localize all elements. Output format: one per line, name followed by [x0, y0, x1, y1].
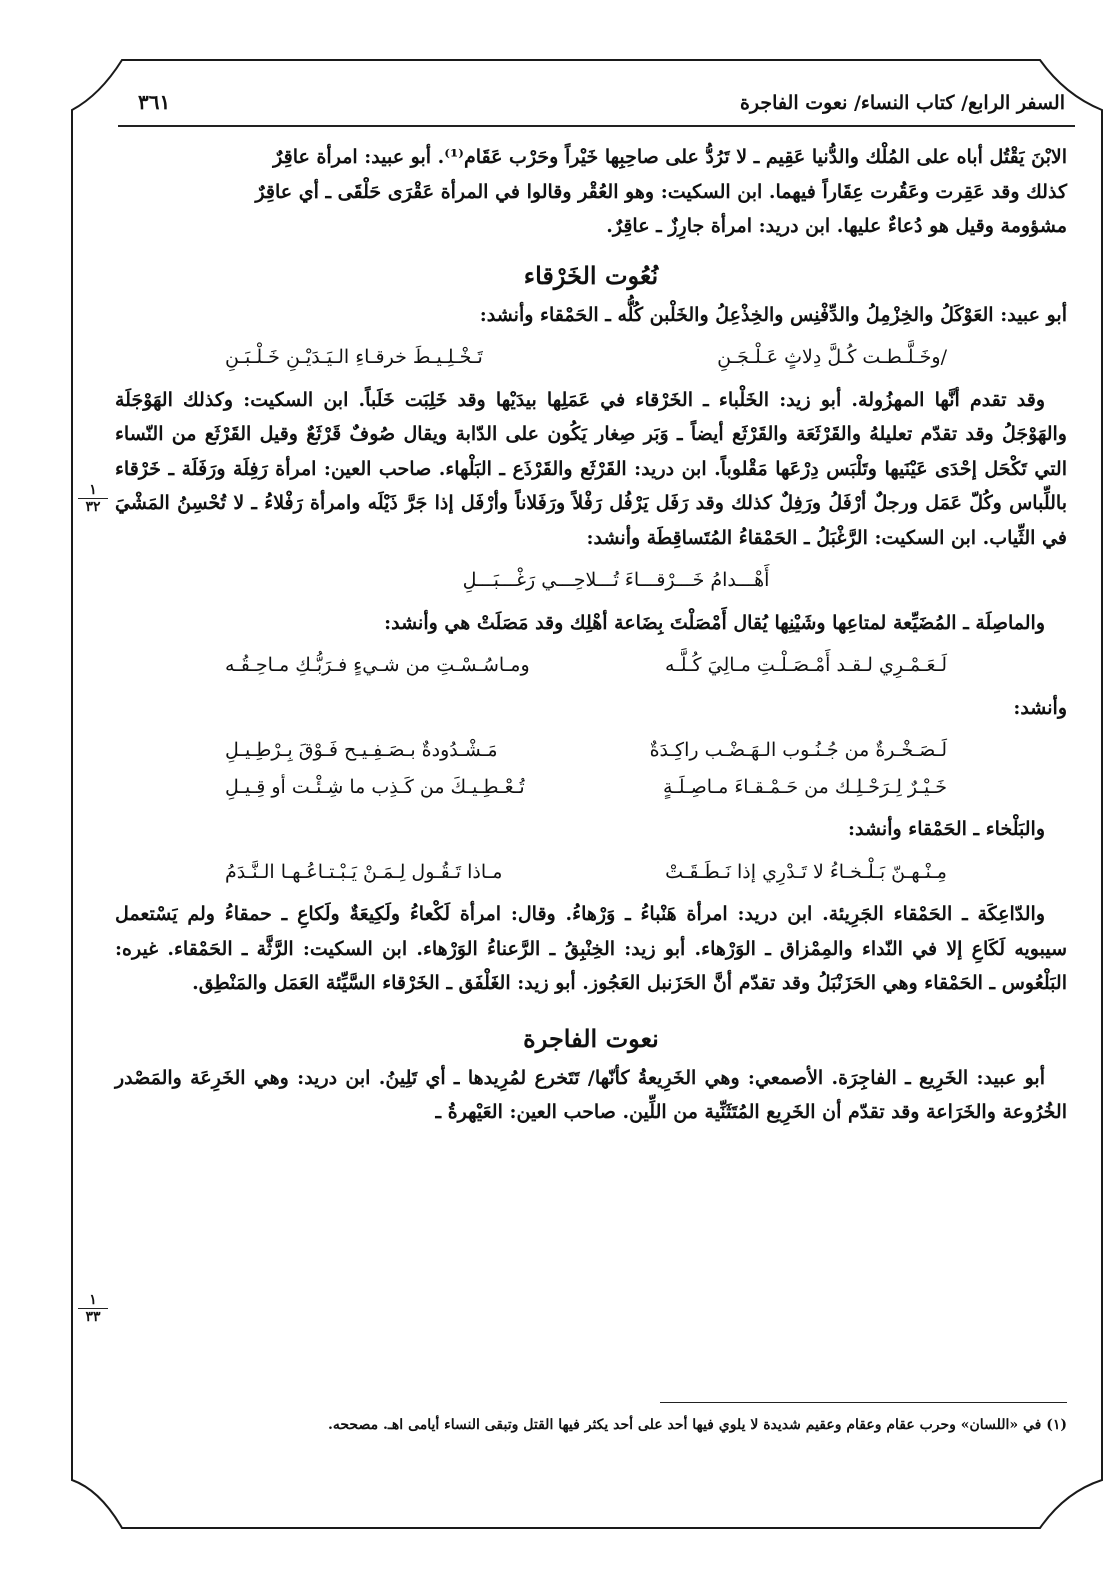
- paragraph: والدّاعِكَة ـ الحَمْقاء الجَرِيئة. ابن دريد: امرأة هَنْباءُ ـ وَرْهاءُ. وقال: امرأة لَكْعاءُ ولَكِيعَةٌ ولَكاعِ ـ حمقاءُ ولم يَسْتعمل سيبويه لَكَاعِ إلا في النّداء والمِمْزاق ـ الوَرْهاء. أبو زيد: الخِنْبِقُ ـ الرَّعناءُ الوَرْهاء. ابن السكيت: الرَّثَّة ـ الحَمْقاء. غيره: البَلْعُوس ـ الحَمْقاء وهي الحَزَنْبَلُ وقد تقدّم أنَّ الحَزَنبل العَجُوز. أبو زيد: الغَلْفَق ـ الخَرْقاء السَّيِّئة العَمَل والمَنْطِق.: [115, 903, 1067, 994]
- paragraph: أبو عبيد: الخَرِيع ـ الفاجِرَة. الأصمعي: وهي الخَرِيعةُ كأنّها/ تَتَخرع لمُرِيدها ـ أي تَلِينُ. ابن دريد: وهي الخَرِعَة والمَصْدر الخُرُوعة والخَرَاعة وقد تقدّم أن الخَرِيع المُتَثَنِّية من اللِّين. صاحب العين: العَيْهرةُ ـ: [115, 1066, 1067, 1123]
- intro-line: مشؤومة وقيل هو دُعاءٌ عليها. ابن دريد: امرأة جارِزٌ ـ عاقِرٌ.: [606, 215, 1067, 237]
- verse-hemistich: /وخَـلَّـطـت كُـلَّ دِلاثٍ عَـلْـجَـنِ: [717, 346, 947, 368]
- section-title-kharqa: نُعُوت الخَرْقاء: [523, 260, 659, 290]
- paragraph: والبَلْخاء ـ الحَمْقاء وأنشد:: [848, 818, 1045, 840]
- verse-hemistich: خَـيْـرٌ لِـرَحْـلِـك من حَـمْـقـاءَ مـاصِـلَـةٍ: [663, 775, 947, 798]
- verse: [115, 733, 1067, 768]
- verse: [115, 770, 1067, 805]
- verse-hemistich: أَهْـــدامُ خَـــرْقـــاءَ تُـــلاحِـــي رَغْـــبَـــلِ: [462, 569, 770, 591]
- running-head: السفر الرابع/ كتاب النساء/ نعوت الفاجرة: [739, 92, 1065, 114]
- footnote-rule: [660, 1402, 1067, 1403]
- header-rule: [118, 125, 1075, 127]
- paragraph: والماصِلَة ـ المُضَيِّعة لمتاعِها وشَيْنِها يُقال أَمْصَلْتَ بِضَاعة أهْلِك وقد مَصَلَتْ هي وأنشد:: [384, 611, 1045, 634]
- page-number: ٣٦١: [138, 90, 171, 114]
- verse-hemistich: مَـشْـدُودةٌ بـصَـفِـيـح فَـوْقَ بِـرْطِـيـلِ: [225, 739, 498, 761]
- intro-line: الابْنَ يَقْتُل أباه على المُلْك والدُّنيا عَقِيم ـ لا تَرُدُّ على صاحِبِها خَيْراً وحَرْب عَقَام⁽¹⁾. أبو عبيد: امرأة عاقِرٌ: [273, 146, 1067, 168]
- paragraph: أبو عبيد: العَوْكَلُ والخِزْمِلُ والدِّفْنِس والخِذْعِلُ والخَلْبن كُلُّه ـ الحَمْقاء وأنشد:: [479, 303, 1067, 326]
- verse: [115, 855, 1067, 890]
- verse-hemistich: لَـعَـمْـرِي لـقـد أَمْـصَـلْـتِ مـالِيَ كُـلَّـه: [664, 654, 947, 676]
- intro-line: كذلك وقد عَقِرت وعَقُرت عِقَاراً فيهما. ابن السكيت: وهو العُقْر وقالوا في المرأة عَقْرَى حَلْقَى ـ أي عاقِرٌ: [255, 180, 1067, 203]
- verse-hemistich: تَـخْـلِـيـطَ خرقـاءِ الـيَـدَيْـنِ خَـلْـبَـنِ: [225, 346, 483, 368]
- verse-hemistich: مـاذا تَـقُـول لِـمَـنْ يَـبْـتـاعُـهـا الـنَّـدَمُ: [225, 860, 503, 883]
- verse: [115, 340, 1067, 375]
- verse: [115, 563, 1067, 598]
- section-title-fajira: نعوت الفاجرة: [523, 1023, 659, 1053]
- footnote: (١) في «اللسان» وحرب عقام وعقام وعقيم شديدة لا يلوي فيها أحد على أحد يكثر فيها القتل وتبقى النساء أيامى اهـ. مصححه.: [327, 1417, 1067, 1433]
- verse-hemistich: مِـنْـهـنّ بَـلْـخـاءُ لا تَـدْرِي إذا نَـطَـقَـتْ: [665, 860, 947, 883]
- verse-hemistich: تُـعْـطِـيـكَ من كَـذِب ما شِـئْـت أو قِـيـلِ: [225, 775, 525, 798]
- verse: [115, 648, 1067, 683]
- paragraph: وقد تقدم أنَّها المهزُولة. أبو زيد: الخَلْباء ـ الخَرْقاء في عَمَلِها بيدَيْها وقد خَلِبَت خَلَباً. ابن السكيت: وكذلك الهَوْجَلَة والهَوْجَلُ وقد تقدّم تعليلهُ والقَرْثَعَة والقَرْثَع أيضاً ـ وَبَر صِغار يَكُون على الدّابة ويقال صُوفٌ قَرْثَعٌ وقيل القَرْثَع من النّساء التي تَكْحَل إحْدَى عَيْنَيها وتَلْبَس دِرْعَها مَقْلوباً. ابن دريد: القَرْثَع والقَرْذَع ـ البَلْهاء. صاحب العين: امرأة رَفِلَة ورَفَلَة ـ خَرْقاء باللِّباس وكُلّ عَمَل ورجلٌ أرْفَلُ ورَفِلٌ كذلك وقد رَفَل يَرْفُل رَفْلاً ورَفَلاناً وأرْفَل إذا جَرَّ ذَيْلَه وامرأة رَفْلاءُ ـ لا تُحْسِنُ المَشْيَ في الثِّياب. ابن السكيت: الرَّغْبَلُ ـ الحَمْقاءُ المُتَساقِطَة وأنشد:: [115, 388, 1067, 549]
- verse-hemistich: ومـاسُـسْـتِ من شـيءٍ فـرَبُّـكِ مـاحِـقُـه: [225, 654, 530, 676]
- page-body: [115, 140, 1067, 1130]
- verse-hemistich: لَـصَـخْـرةٌ من جُـنُـوب الـهَـضْـب راكِـدَةٌ: [649, 739, 947, 761]
- margin-note-2: ١ ٣٣: [78, 1292, 108, 1325]
- margin-note-1: ١ ٣٢: [78, 482, 108, 515]
- paragraph: وأنشد:: [1013, 696, 1067, 719]
